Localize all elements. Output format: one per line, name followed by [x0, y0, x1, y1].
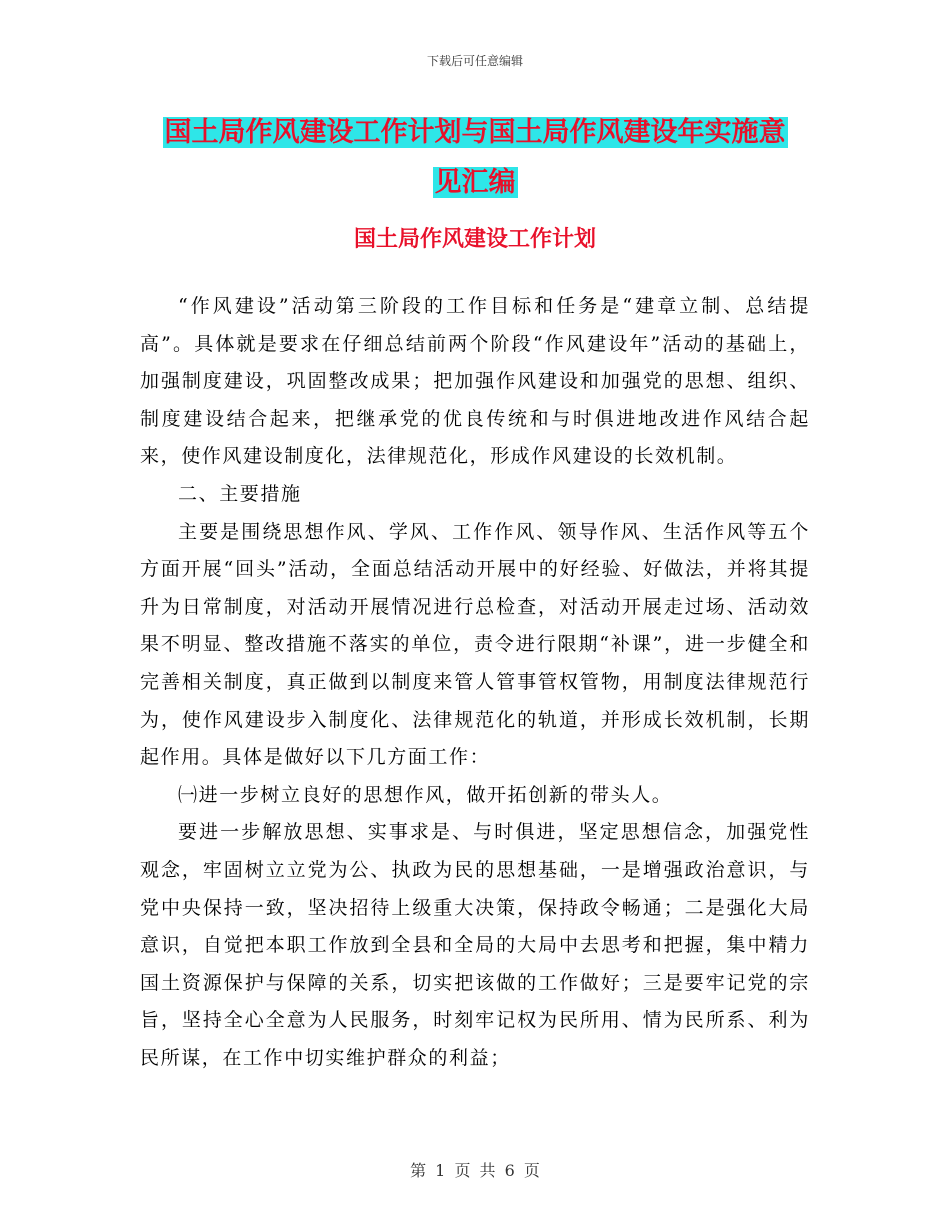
page-number-footer: 第 1 页 共 6 页 — [410, 1161, 540, 1180]
paragraph-5: 要进一步解放思想、实事求是、与时俱进，坚定思想信念，加强党性观念，牢固树立立党为公、执政为民的思想基础，一是增强政治意识，与党中央保持一致，坚决招待上级重大决策，保持政令畅通；二是强化大局意识，自觉把本职工作放到全县和全局的大局中去思考和把握，集中精力国土资源保护与保障的关系，切实把该做的工作做好；三是要牢记党的宗旨，坚持全心全意为人民服务，时刻牢记权为民所用、情为民所系、利为民所谋，在工作中切实维护群众的利益； — [140, 821, 810, 1069]
paragraph-1: “作风建设”活动第三阶段的工作目标和任务是“建章立制、总结提高”。具体就是要求在仔细总结前两个阶段“作风建设年”活动的基础上，加强制度建设，巩固整改成果；把加强作风建设和加强党的思想、组织、制度建设结合起来，把继承党的优良传统和与时俱进地改进作风结合起来，使作风建设制度化，法律规范化，形成作风建设的长效机制。 — [140, 295, 810, 468]
paragraph-heading-measures: 二、主要措施 — [178, 482, 302, 505]
section-title: 国土局作风建设工作计划 — [353, 227, 596, 252]
document-body — [140, 288, 810, 1077]
paragraph-subheading-1: ㈠进一步树立良好的思想作风，做开拓创新的带头人。 — [178, 783, 673, 806]
document-title-line-2: 见汇编 — [434, 167, 516, 198]
page-header-note: 下载后可任意编辑 — [426, 54, 523, 68]
document-title-line-1: 国土局作风建设工作计划与国土局作风建设年实施意 — [164, 117, 786, 148]
paragraph-3: 主要是围绕思想作风、学风、工作作风、领导作风、生活作风等五个方面开展“回头”活动，全面总结活动开展中的好经验、好做法，并将其提升为日常制度，对活动开展情况进行总检查，对活动开展走过场、活动效果不明显、整改措施不落实的单位，责令进行限期“补课”，进一步健全和完善相关制度，真正做到以制度来管人管事管权管物，用制度法律规范行为，使作风建设步入制度化、法律规范化的轨道，并形成长效机制，长期起作用。具体是做好以下几方面工作： — [140, 520, 810, 769]
document-title — [140, 108, 810, 208]
